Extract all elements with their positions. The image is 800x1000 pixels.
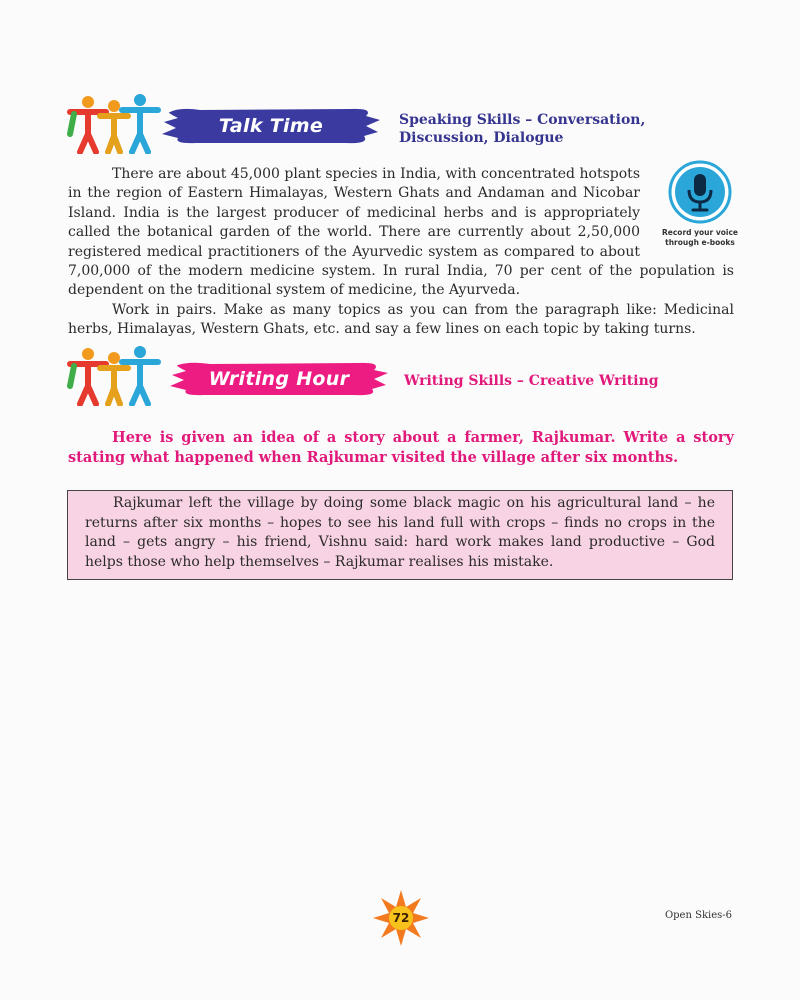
talk-time-subtitle-line1: Speaking Skills – Conversation, bbox=[399, 112, 646, 128]
mic-caption-line2: through e-books bbox=[665, 238, 735, 247]
talk-time-banner bbox=[160, 106, 382, 146]
mic-caption-line1: Record your voice bbox=[662, 228, 738, 237]
writing-task-instruction: Here is given an idea of a story about a farmer, Rajkumar. Write a story stating what happened when Rajkumar visited the village after six months. bbox=[68, 429, 734, 466]
talk-time-subtitle-line2: Discussion, Dialogue bbox=[399, 130, 564, 146]
talk-time-paragraph-2: Work in pairs. Make as many topics as you can from the paragraph like: Medicinal herbs, Himalayas, Western Ghats, etc. and say a few lines on each topic by taking turns. bbox=[68, 301, 734, 338]
children-group-icon bbox=[66, 346, 162, 406]
talk-time-paragraph-1: There are about 45,000 plant species in India, with concentrated hotspots in the region of Eastern Himalayas, Western Ghats and Andaman and Nicobar Island. India is the largest producer of medicinal herbs and is appropriately called the botanical garden of the world. There are currently about 2,50,000 registered medical practitioners of the Ayurvedic system as compared to about 7,00,000 of the modern medicine system. In rural India, 70 per cent of the population is dependent on the traditional system of medicine, the Ayurveda. bbox=[68, 166, 734, 299]
page-number: 72 bbox=[392, 911, 410, 925]
talk-time-title: Talk Time bbox=[218, 115, 324, 137]
writing-hour-banner bbox=[168, 360, 390, 398]
writing-hour-subtitle: Writing Skills – Creative Writing bbox=[404, 373, 659, 389]
book-title: Open Skies-6 bbox=[664, 910, 732, 921]
talk-time-subtitle bbox=[399, 111, 645, 147]
story-outline-box bbox=[67, 490, 733, 580]
talk-time-body bbox=[68, 165, 734, 340]
page-number-badge bbox=[373, 890, 429, 946]
children-group-icon bbox=[66, 94, 162, 154]
writing-hour-title: Writing Hour bbox=[208, 368, 350, 390]
story-outline-text: Rajkumar left the village by doing some black magic on his agricultural land – he returns after six months – hopes to see his land full with crops – finds no crops in the land – gets angry – his friend, Vishnu said: hard work makes land productive – God helps those who help themselves – Rajkumar realises his mistake. bbox=[85, 495, 715, 570]
